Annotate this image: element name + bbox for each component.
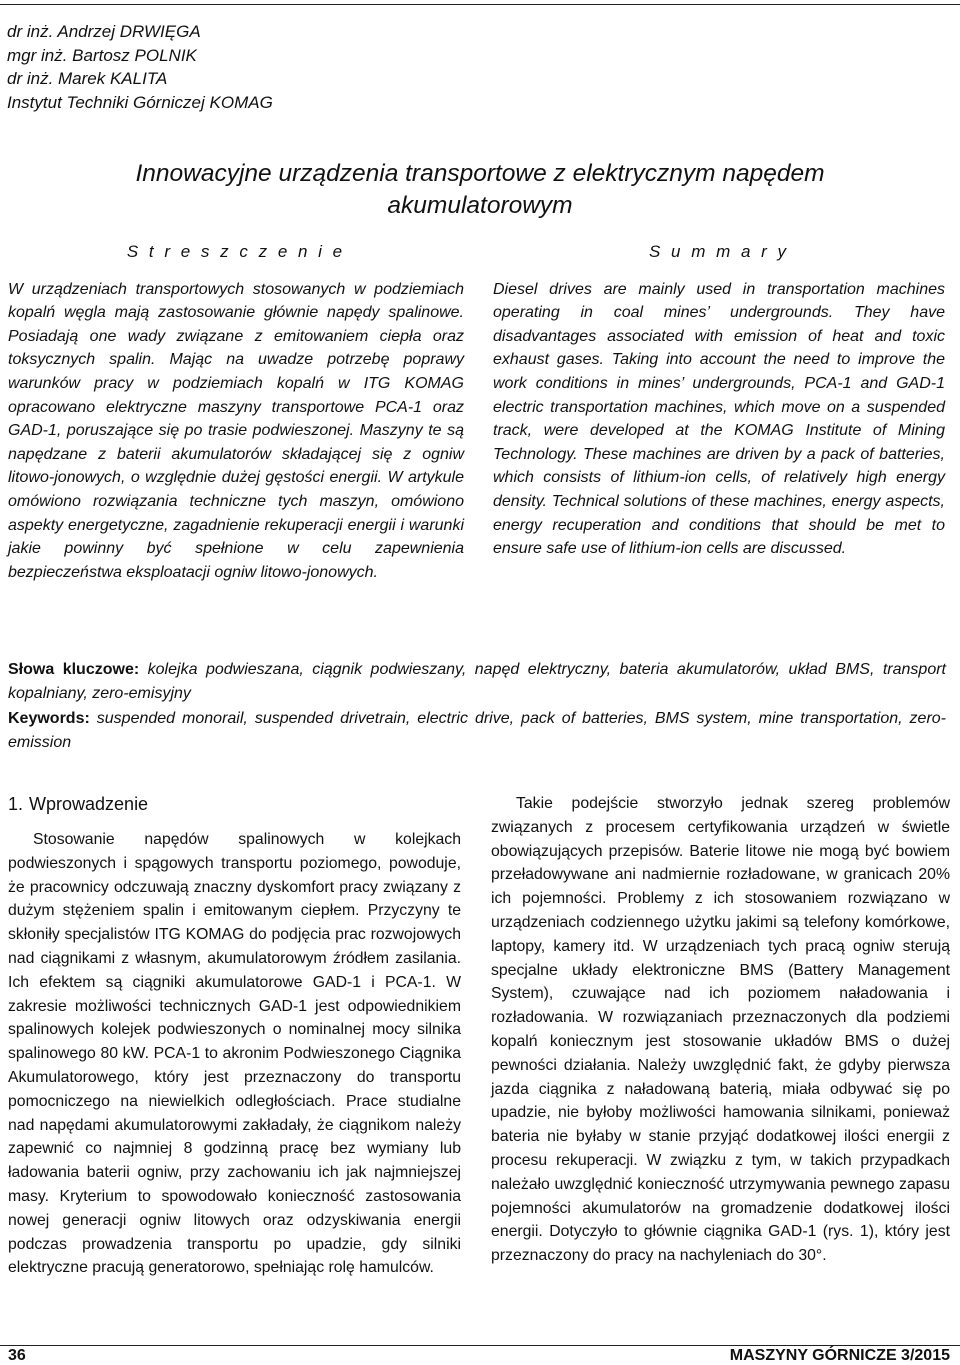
footer-rule	[0, 1345, 960, 1346]
affiliation: Instytut Techniki Górniczej KOMAG	[7, 92, 273, 112]
keywords-polish-label: Słowa kluczowe:	[8, 661, 140, 678]
article-title: Innowacyjne urządzenia transportowe z elektrycznym napędem akumulatorowym	[135, 160, 825, 219]
body-paragraph-left: Stosowanie napędów spalinowych w kolejkach podwieszonych i spągowych transportu poziomego, powoduje, że pracownicy odczuwają znaczny dyskomfort pracy związany z dużym stężeniem spalin i emitowanym ciepłem. Przyczyny te skłoniły specjalistów ITG KOMAG do podjęcia prac rozwojowych nad ciągnikami z własnym, akumulatorowym źródłem zasilania. Ich efektem są ciągniki akumulatorowe GAD-1 i PCA-1. W zakresie możliwości technicznych GAD-1 jest odpowiednikiem spalinowych kolejek podwieszonych o nominalnej mocy silnika spalinowego 80 kW. PCA-1 to akronim Podwieszonego Ciągnika Akumulatorowego, który jest przeznaczony do transportu pomocniczego na niewielkich odległościach. Prace studialne nad napędami akumulatorowymi zakładały, że ciągnikom należy zapewnić co najmniej 8 godzinną pracę bez wymiany lub ładowania baterii ogniw, przy zachowaniu ich jak najmniejszej masy. Kryterium to spowodowało konieczność zastosowania nowej generacji ogniw litowych oraz odzyskiwania energii podczas prowadzenia transportu po upadzie, gdy silniki elektryczne pracują generatorowo, spełniając rolę hamulców.	[8, 831, 461, 1277]
section-title: Wprowadzenie	[29, 794, 149, 814]
abstract-polish-heading: S t r e s z c z e n i e	[126, 242, 346, 261]
page-number: 36	[8, 1347, 26, 1364]
abstract-english-text: Diesel drives are mainly used in transportation machines operating in coal mines’ undergrounds. They have disadvantages associated with emission of heat and toxic exhaust gases. Taking into account the need to improve the work conditions in mines’ undergrounds, PCA-1 and GAD-1 electric transportation machines, which move on a suspended track, were developed at the KOMAG Institute of Mining Technology. These machines are driven by a pack of batteries, which consists of lithium-ion cells, of relatively high energy density. Technical solutions of these machines, energy aspects, energy recuperation and conditions that should be met to ensure safe use of lithium-ion cells are discussed.	[493, 280, 945, 558]
author-block	[7, 20, 273, 114]
body-paragraph-right: Takie podejście stworzyło jednak szereg problemów związanych z procesem certyfikowania urządzeń w świetle obowiązujących przepisów. Baterie litowe nie mogą być bowiem przeładowywane ani nadmiernie rozładowane, w granicach 20% ich pojemności. Problemy z ich stosowaniem rozwiązano w urządzeniach codziennego użytku jakimi są telefony komórkowe, laptopy, kamery itd. W urządzeniach tych pracą ogniw sterują specjalne układy elektroniczne BMS (Battery Management System), czuwające nad ich poziomem naładowania i rozładowania. W rozwiązaniach przeznaczonych dla podziemi kopalń koniecznym jest stosowanie układów BMS o dużej pewności działania. Należy uwzględnić fakt, że gdyby pierwsza jazda ciągnika z naładowaną baterią, miała odbywać się po upadzie, nie byłoby możliwości hamowania silnikami, ponieważ bateria nie byłaby w stanie przyjąć dodatkowej ilości energii z procesu rekuperacji. W związku z tym, w takich przypadkach należało uwzględnić konieczność utrzymywania pewnego zapasu pojemności akumulatorów na gromadzenie dodatkowej ilości energii. Dotyczyło to głównie ciągnika GAD-1 (rys. 1), który jest przeznaczony do pracy na nachyleniach do 30°.	[491, 795, 950, 1265]
keywords-english-label: Keywords:	[8, 710, 90, 727]
body-column-right	[491, 792, 950, 1268]
journal-name: MASZYNY GÓRNICZE 3/2015	[729, 1347, 950, 1364]
section-number: 1.	[8, 794, 24, 814]
abstract-english	[493, 240, 945, 561]
section-heading	[8, 792, 461, 816]
keywords-polish-text: kolejka podwieszana, ciągnik podwieszany, napęd elektryczny, bateria akumulatorów, układ BMS, transport kopalniany, zero-emisyjny	[8, 661, 946, 702]
body-column-left	[8, 792, 461, 1280]
author-3: dr inż. Marek KALITA	[7, 69, 168, 88]
abstract-english-heading: S u m m a r y	[648, 242, 790, 261]
keywords-polish	[8, 658, 946, 705]
top-rule	[0, 4, 960, 5]
keywords-english-text: suspended monorail, suspended drivetrain, electric drive, pack of batteries, BMS system, mine transportation, zero-emission	[8, 710, 946, 751]
author-1: dr inż. Andrzej DRWIĘGA	[7, 22, 201, 41]
abstract-polish	[8, 240, 464, 584]
abstract-polish-text: W urządzeniach transportowych stosowanych w podziemiach kopalń węgla mają zastosowanie głównie napędy spalinowe. Posiadają one wady związane z emitowaniem ciepła oraz toksycznych spalin. Mając na uwadze potrzebę poprawy warunków pracy w podziemiach kopalń w ITG KOMAG opracowano elektryczne maszyny transportowe PCA-1 oraz GAD-1, poruszające się po trasie podwieszonej. Maszyny te są napędzane z baterii akumulatorów składającej się z ogniw litowo-jonowych, o względnie dużej gęstości energii. W artykule omówiono rozwiązania techniczne tych maszyn, omówiono aspekty energetyczne, zagadnienie rekuperacji energii i warunki jakie powinny być spełnione w celu zapewnienia bezpieczeństwa eksploatacji ogniw litowo-jonowych.	[8, 280, 464, 581]
author-2: mgr inż. Bartosz POLNIK	[7, 45, 197, 65]
keywords-english	[8, 707, 946, 754]
